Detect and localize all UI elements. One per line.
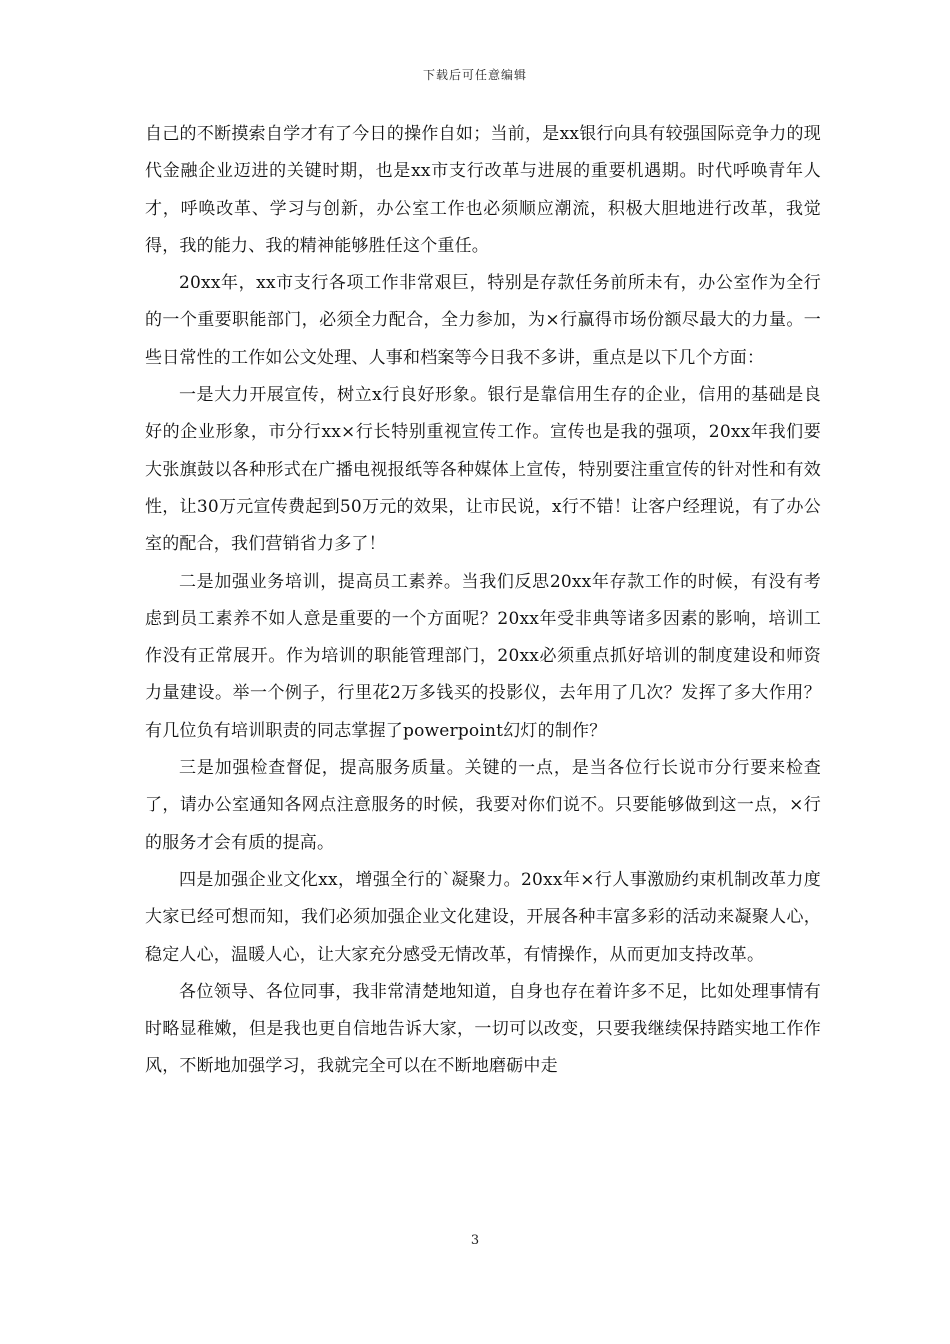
document-body (145, 116, 821, 1086)
paragraph-6: 四是加强企业文化xx，增强全行的`凝聚力。20xx年×行人事激励约束机制改革力度大家已经可想而知，我们必须加强企业文化建设，开展各种丰富多彩的活动来凝聚人心，稳定人心，温暖人心，让大家充分感受无情改革，有情操作，从而更加支持改革。 (145, 869, 821, 965)
paragraph-3: 一是大力开展宣传，树立x行良好形象。银行是靠信用生存的企业，信用的基础是良好的企业形象，市分行xx×行长特别重视宣传工作。宣传也是我的强项，20xx年我们要大张旗鼓以各种形式在广播电视报纸等各种媒体上宣传，特别要注重宣传的针对性和有效性，让30万元宣传费起到50万元的效果，让市民说，x行不错！让客户经理说，有了办公室的配合，我们营销省力多了！ (145, 385, 821, 555)
paragraph-2: 20xx年，xx市支行各项工作非常艰巨，特别是存款任务前所未有，办公室作为全行的一个重要职能部门，必须全力配合，全力参加，为×行赢得市场份额尽最大的力量。一些日常性的工作如公文处理、人事和档案等今日我不多讲，重点是以下几个方面： (145, 273, 821, 368)
paragraph-5: 三是加强检查督促，提高服务质量。关键的一点，是当各位行长说市分行要来检查了，请办公室通知各网点注意服务的时候，我要对你们说不。只要能够做到这一点，×行的服务才会有质的提高。 (145, 758, 821, 853)
page-number: 3 (470, 1233, 480, 1248)
paragraph-4: 二是加强业务培训，提高员工素养。当我们反思20xx年存款工作的时候，有没有考虑到员工素养不如人意是重要的一个方面呢？20xx年受非典等诸多因素的影响，培训工作没有正常展开。作为培训的职能管理部门，20xx必须重点抓好培训的制度建设和师资力量建设。举一个例子，行里花2万多钱买的投影仪，去年用了几次？发挥了多大作用？有几位负有培训职责的同志掌握了powerpoint幻灯的制作？ (145, 571, 821, 741)
paragraph-1: 自己的不断摸索自学才有了今日的操作自如；当前，是xx银行向具有较强国际竞争力的现代金融企业迈进的关键时期，也是xx市支行改革与进展的重要机遇期。时代呼唤青年人才，呼唤改革、学习与创新，办公室工作也必须顺应潮流，积极大胆地进行改革，我觉得，我的能力、我的精神能够胜任这个重任。 (145, 124, 821, 256)
paragraph-7: 各位领导、各位同事，我非常清楚地知道，自身也存在着许多不足，比如处理事情有时略显稚嫩，但是我也更自信地告诉大家，一切可以改变，只要我继续保持踏实地工作作风，不断地加强学习，我就完全可以在不断地磨砺中走 (145, 981, 821, 1077)
page-header: 下载后可任意编辑 (422, 68, 527, 82)
